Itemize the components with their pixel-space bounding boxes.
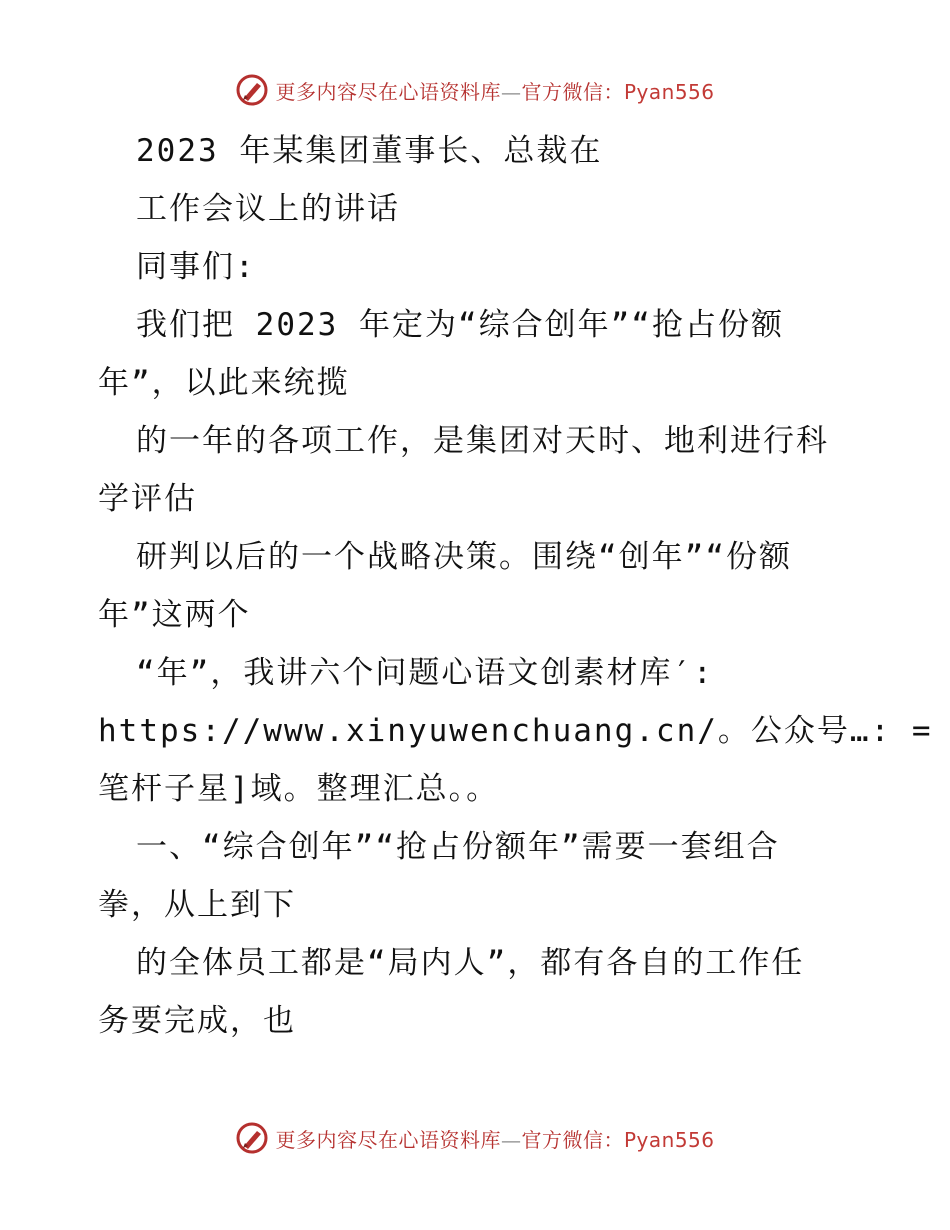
paragraph-line: 笔杆子星]域。整理汇总。。 <box>98 771 500 807</box>
paragraph-line: 学评估 <box>98 481 197 517</box>
paragraph-line: 拳，从上到下 <box>98 887 296 923</box>
paragraph-line: 的全体员工都是“局内人”，都有各自的工作任 <box>136 945 805 981</box>
paragraph-line-url: https://www.xinyuwenchuang.cn/。公众号…: = <box>98 713 933 749</box>
paragraph-line: 年”，以此来统揽 <box>98 365 350 401</box>
title-line-2: 工作会议上的讲话 <box>136 191 400 227</box>
paragraph-line: 年”这两个 <box>98 597 251 633</box>
footer-watermark <box>0 1118 950 1158</box>
pen-logo-icon <box>235 73 269 107</box>
paragraph-line: 研判以后的一个战略决策。围绕“创年”“份额 <box>136 539 792 575</box>
paragraph-line: 的一年的各项工作，是集团对天时、地利进行科 <box>136 423 829 459</box>
paragraph-line: “年”，我讲六个问题心语文创素材库′: <box>136 655 714 691</box>
pen-logo-icon <box>235 1121 269 1155</box>
section-heading-line: 一、“综合创年”“抢占份额年”需要一套组合 <box>136 829 780 865</box>
header-watermark-text: 更多内容尽在心语资料库—官方微信：Pyan556 <box>275 79 715 104</box>
header-watermark <box>0 70 950 110</box>
footer-watermark-text: 更多内容尽在心语资料库—官方微信：Pyan556 <box>275 1127 715 1152</box>
document-body <box>98 122 933 1050</box>
title-line-1: 2023 年某集团董事长、总裁在 <box>136 133 603 169</box>
paragraph-line: 我们把 2023 年定为“综合创年”“抢占份额 <box>136 307 784 343</box>
paragraph-line: 务要完成，也 <box>98 1003 296 1039</box>
salutation: 同事们: <box>136 249 256 285</box>
